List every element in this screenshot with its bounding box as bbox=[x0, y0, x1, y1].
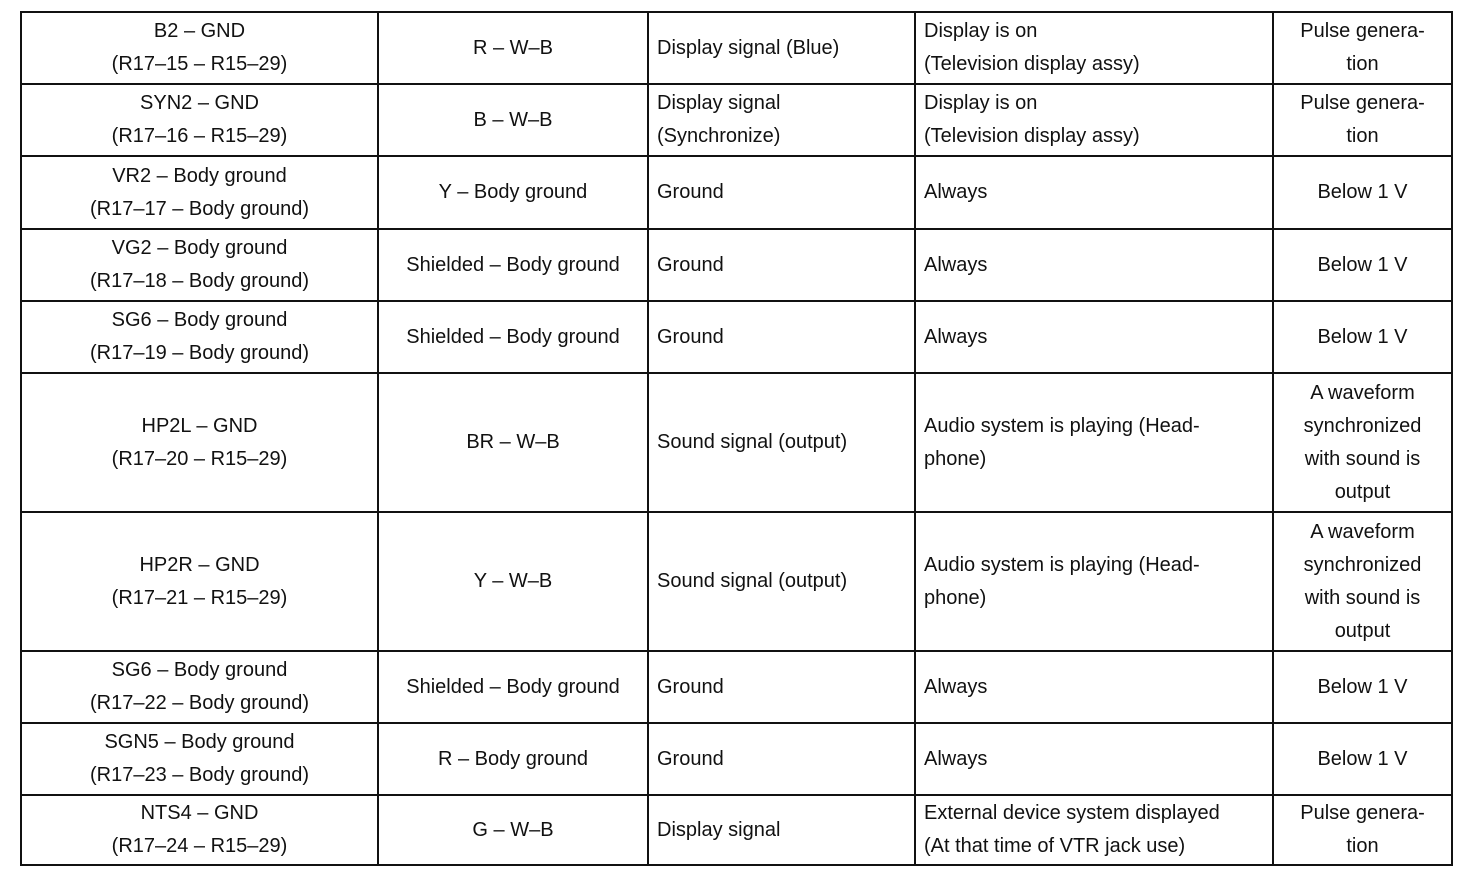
cell-text-line: Audio system is playing (Head- bbox=[924, 414, 1200, 437]
cell-text-line: SG6 – Body ground bbox=[111, 659, 288, 681]
cell-text-line: tion bbox=[1346, 835, 1379, 857]
cell-text-line: output bbox=[1334, 480, 1391, 503]
cell-text-line: Below 1 V bbox=[1317, 325, 1408, 348]
cell-text-line: Below 1 V bbox=[1317, 181, 1408, 203]
specified-condition-cell bbox=[1273, 156, 1452, 229]
cell-text-line: (Synchronize) bbox=[657, 125, 781, 147]
cell-text-line: Display is on bbox=[924, 20, 1038, 42]
wiring-color-cell bbox=[378, 229, 648, 301]
terminal-description-cell bbox=[648, 12, 915, 84]
cell-text-line: (At that time of VTR jack use) bbox=[924, 835, 1186, 857]
table-row bbox=[21, 84, 1452, 156]
terminal-cell bbox=[21, 651, 378, 723]
table-row bbox=[21, 512, 1452, 651]
terminal-cell bbox=[21, 512, 378, 651]
wiring-color-cell bbox=[378, 156, 648, 229]
cell-text-line: Pulse genera- bbox=[1300, 802, 1425, 824]
specified-condition-cell bbox=[1273, 373, 1452, 512]
condition-cell bbox=[915, 84, 1273, 156]
table-row bbox=[21, 301, 1452, 373]
cell-text-line: Sound signal (output) bbox=[657, 570, 848, 592]
cell-text-line: Ground bbox=[657, 747, 724, 770]
specified-condition-cell bbox=[1273, 795, 1452, 865]
table-row bbox=[21, 651, 1452, 723]
cell-text-line: Display signal (Blue) bbox=[657, 36, 840, 59]
terminal-description-cell bbox=[648, 229, 915, 301]
cell-text-line: Always bbox=[924, 253, 988, 276]
cell-text-line: synchronized bbox=[1303, 553, 1422, 576]
wiring-color-cell bbox=[378, 84, 648, 156]
cell-text-line: HP2R – GND bbox=[139, 553, 260, 576]
specified-condition-cell bbox=[1273, 229, 1452, 301]
cell-text-line: A waveform bbox=[1310, 520, 1415, 543]
condition-cell bbox=[915, 229, 1273, 301]
condition-cell bbox=[915, 373, 1273, 512]
terminal-description-cell bbox=[648, 723, 915, 795]
cell-text-line: (Television display assy) bbox=[924, 53, 1140, 75]
table-row bbox=[21, 12, 1452, 84]
cell-text-line: External device system displayed bbox=[924, 802, 1220, 824]
cell-text-line: Shielded – Body ground bbox=[406, 253, 620, 276]
cell-text-line: Shielded – Body ground bbox=[406, 675, 620, 698]
cell-text-line: phone) bbox=[924, 586, 987, 609]
specified-condition-cell bbox=[1273, 723, 1452, 795]
terminal-description-cell bbox=[648, 373, 915, 512]
wiring-color-cell bbox=[378, 12, 648, 84]
specified-condition-cell bbox=[1273, 512, 1452, 651]
cell-text-line: Ground bbox=[657, 253, 724, 276]
condition-cell bbox=[915, 156, 1273, 229]
specified-condition-cell bbox=[1273, 12, 1452, 84]
cell-text-line: output bbox=[1334, 619, 1391, 642]
terminal-description-cell bbox=[648, 301, 915, 373]
wiring-color-cell bbox=[378, 651, 648, 723]
cell-text-line: SGN5 – Body ground bbox=[104, 731, 295, 753]
table-row bbox=[21, 795, 1452, 865]
terminal-spec-table bbox=[20, 11, 1453, 866]
cell-text-line: SYN2 – GND bbox=[140, 92, 259, 114]
condition-cell bbox=[915, 723, 1273, 795]
wiring-color-cell bbox=[378, 512, 648, 651]
cell-text-line: Below 1 V bbox=[1317, 675, 1408, 698]
cell-text-line: Shielded – Body ground bbox=[406, 325, 620, 348]
cell-text-line: SG6 – Body ground bbox=[111, 309, 288, 331]
cell-text-line: R – Body ground bbox=[437, 747, 589, 770]
terminal-cell bbox=[21, 723, 378, 795]
cell-text-line: Always bbox=[924, 181, 988, 203]
cell-text-line: tion bbox=[1346, 125, 1379, 147]
cell-text-line: with sound is bbox=[1304, 586, 1421, 609]
condition-cell bbox=[915, 795, 1273, 865]
cell-text-line: Display signal bbox=[657, 818, 781, 841]
cell-text-line: (R17–24 – R15–29) bbox=[111, 835, 288, 857]
terminal-cell bbox=[21, 373, 378, 512]
cell-text-line: synchronized bbox=[1303, 414, 1422, 437]
cell-text-line: Always bbox=[924, 325, 988, 348]
cell-text-line: NTS4 – GND bbox=[140, 802, 259, 824]
terminal-cell bbox=[21, 12, 378, 84]
terminal-cell bbox=[21, 795, 378, 865]
wiring-color-cell bbox=[378, 795, 648, 865]
table-body bbox=[21, 12, 1452, 865]
cell-text-line: (R17–15 – R15–29) bbox=[111, 53, 288, 75]
cell-text-line: Audio system is playing (Head- bbox=[924, 553, 1200, 576]
terminal-description-cell bbox=[648, 84, 915, 156]
cell-text-line: Pulse genera- bbox=[1300, 92, 1425, 114]
terminal-description-cell bbox=[648, 512, 915, 651]
cell-text-line: (R17–16 – R15–29) bbox=[111, 125, 288, 147]
cell-text-line: Always bbox=[924, 747, 988, 770]
condition-cell bbox=[915, 12, 1273, 84]
cell-text-line: tion bbox=[1346, 53, 1379, 75]
cell-text-line: VR2 – Body ground bbox=[112, 164, 287, 187]
cell-text-line: (R17–17 – Body ground) bbox=[89, 197, 310, 220]
cell-text-line: HP2L – GND bbox=[141, 414, 258, 437]
cell-text-line: Ground bbox=[657, 675, 724, 698]
terminal-cell bbox=[21, 229, 378, 301]
cell-text-line: Always bbox=[924, 675, 988, 698]
terminal-cell bbox=[21, 301, 378, 373]
cell-text-line: B – W–B bbox=[473, 108, 553, 131]
cell-text-line: (R17–22 – Body ground) bbox=[89, 692, 310, 714]
table-row bbox=[21, 156, 1452, 229]
cell-text-line: BR – W–B bbox=[466, 431, 560, 453]
table-row bbox=[21, 723, 1452, 795]
terminal-description-cell bbox=[648, 795, 915, 865]
cell-text-line: (Television display assy) bbox=[924, 125, 1140, 147]
specified-condition-cell bbox=[1273, 84, 1452, 156]
cell-text-line: A waveform bbox=[1310, 381, 1415, 404]
cell-text-line: Sound signal (output) bbox=[657, 431, 848, 453]
cell-text-line: with sound is bbox=[1304, 447, 1421, 470]
terminal-description-cell bbox=[648, 156, 915, 229]
cell-text-line: B2 – GND bbox=[153, 20, 246, 42]
wiring-color-cell bbox=[378, 723, 648, 795]
table-row bbox=[21, 373, 1452, 512]
cell-text-line: Y – Body ground bbox=[438, 181, 588, 203]
cell-text-line: R – W–B bbox=[472, 36, 554, 59]
terminal-cell bbox=[21, 156, 378, 229]
cell-text-line: G – W–B bbox=[472, 818, 554, 841]
specified-condition-cell bbox=[1273, 651, 1452, 723]
cell-text-line: Display signal bbox=[657, 92, 781, 114]
cell-text-line: Below 1 V bbox=[1317, 747, 1408, 770]
cell-text-line: Ground bbox=[657, 325, 724, 348]
cell-text-line: Below 1 V bbox=[1317, 253, 1408, 276]
cell-text-line: (R17–23 – Body ground) bbox=[89, 764, 310, 786]
cell-text-line: Pulse genera- bbox=[1300, 20, 1425, 42]
wiring-color-cell bbox=[378, 301, 648, 373]
cell-text-line: (R17–20 – R15–29) bbox=[111, 447, 288, 470]
wiring-color-cell bbox=[378, 373, 648, 512]
specified-condition-cell bbox=[1273, 301, 1452, 373]
terminal-cell bbox=[21, 84, 378, 156]
cell-text-line: (R17–21 – R15–29) bbox=[111, 586, 288, 609]
terminal-description-cell bbox=[648, 651, 915, 723]
table-row bbox=[21, 229, 1452, 301]
condition-cell bbox=[915, 512, 1273, 651]
cell-text-line: (R17–19 – Body ground) bbox=[89, 342, 310, 364]
cell-text-line: (R17–18 – Body ground) bbox=[89, 270, 310, 292]
cell-text-line: Y – W–B bbox=[473, 570, 553, 592]
cell-text-line: Ground bbox=[657, 181, 724, 203]
cell-text-line: Display is on bbox=[924, 92, 1038, 114]
cell-text-line: phone) bbox=[924, 447, 987, 470]
condition-cell bbox=[915, 301, 1273, 373]
cell-text-line: VG2 – Body ground bbox=[111, 237, 288, 259]
condition-cell bbox=[915, 651, 1273, 723]
